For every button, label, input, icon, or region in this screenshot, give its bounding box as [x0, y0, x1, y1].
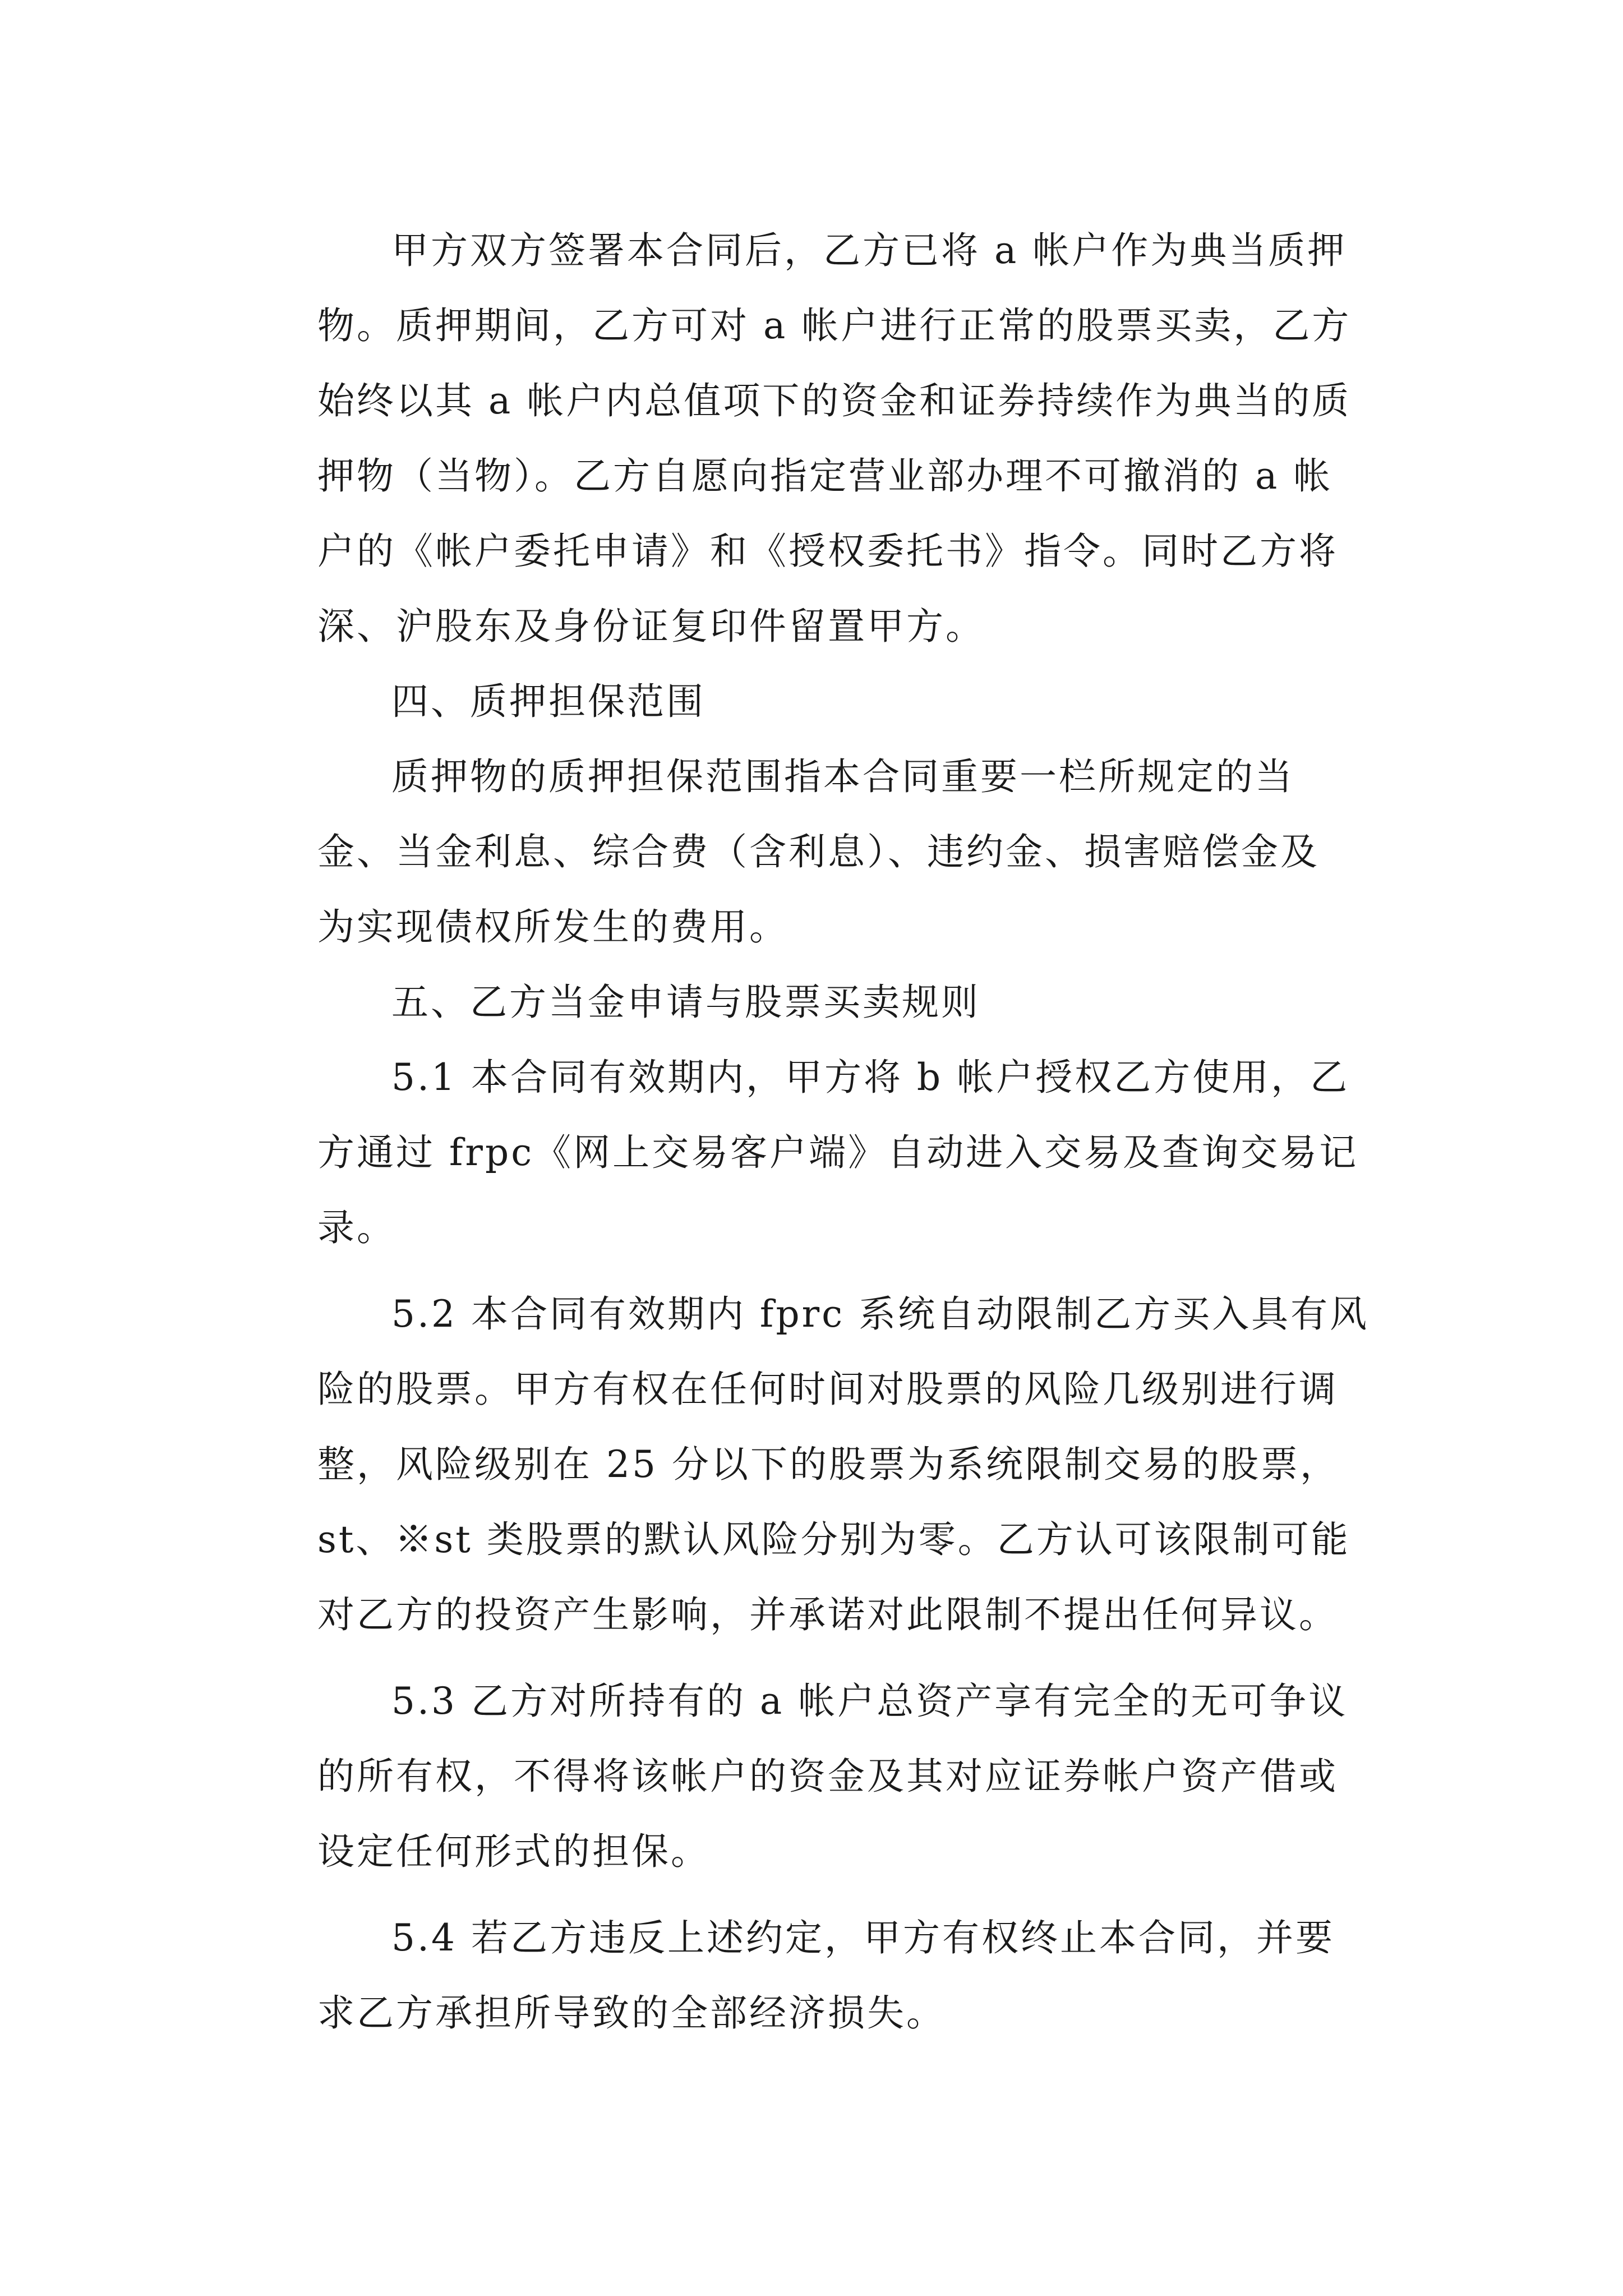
- text-line: 5.2 本合同有效期内 fprc 系统自动限制乙方买入具有风: [391, 1292, 1370, 1336]
- text-line: 录。: [317, 1206, 396, 1249]
- text-line: 险的股票。甲方有权在任何时间对股票的风险几级别进行调: [317, 1368, 1338, 1411]
- clause-5-4: [243, 1901, 1382, 2051]
- section-heading-5: [243, 965, 1382, 1040]
- clause-5-1: [243, 1040, 1382, 1266]
- heading-text: 五、乙方当金申请与股票买卖规则: [391, 981, 980, 1024]
- text-line: 求乙方承担所导致的全部经济损失。: [317, 1991, 946, 2035]
- text-line: 物。质押期间，乙方可对 a 帐户进行正常的股票买卖，乙方: [317, 304, 1352, 347]
- text-line: 的所有权，不得将该帐户的资金及其对应证券帐户资产借或: [317, 1755, 1338, 1798]
- text-line: 方通过 frpc《网上交易客户端》自动进入交易及查询交易记: [317, 1131, 1359, 1174]
- text-line: 5.1 本合同有效期内，甲方将 b 帐户授权乙方使用，乙: [391, 1056, 1350, 1099]
- section-heading-4: [243, 664, 1382, 739]
- text-line: st、※st 类股票的默认风险分别为零。乙方认可该限制可能: [317, 1518, 1350, 1561]
- paragraph-guarantee-scope: [243, 739, 1382, 965]
- text-line: 整，风险级别在 25 分以下的股票为系统限制交易的股票，: [317, 1443, 1339, 1486]
- text-line: 始终以其 a 帐户内总值项下的资金和证券持续作为典当的质: [317, 379, 1352, 422]
- text-line: 深、沪股东及身份证复印件留置甲方。: [317, 605, 985, 648]
- text-line: 5.3 乙方对所持有的 a 帐户总资产享有完全的无可争议: [391, 1680, 1348, 1723]
- document-body: [243, 213, 1382, 2051]
- text-line: 甲方双方签署本合同后，乙方已将 a 帐户作为典当质押: [391, 229, 1347, 272]
- text-line: 为实现债权所发生的费用。: [317, 905, 789, 949]
- text-line: 金、当金利息、综合费（含利息）、违约金、损害赔偿金及: [317, 830, 1320, 873]
- paragraph-pledge-account: [243, 213, 1382, 664]
- clause-5-2: [243, 1277, 1382, 1653]
- text-line: 质押物的质押担保范围指本合同重要一栏所规定的当: [391, 755, 1294, 798]
- heading-text: 四、质押担保范围: [391, 680, 706, 723]
- text-line: 户的《帐户委托申请》和《授权委托书》指令。同时乙方将: [317, 530, 1338, 573]
- text-line: 押物（当物）。乙方自愿向指定营业部办理不可撤消的 a 帐: [317, 454, 1333, 498]
- text-line: 对乙方的投资产生影响，并承诺对此限制不提出任何异议。: [317, 1593, 1338, 1636]
- text-line: 5.4 若乙方违反上述约定，甲方有权终止本合同，并要: [391, 1916, 1335, 1959]
- clause-5-3: [243, 1664, 1382, 1889]
- text-line: 设定任何形式的担保。: [317, 1830, 710, 1873]
